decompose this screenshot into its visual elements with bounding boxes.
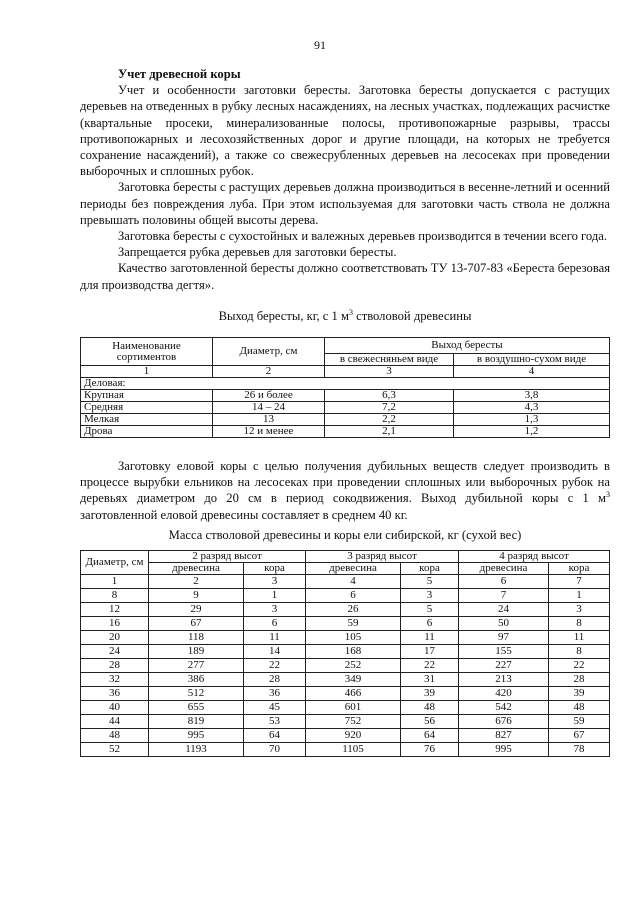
table-row: Средняя 14 – 24 7,2 4,3 — [81, 402, 610, 414]
table-row: Крупная 26 и более 6,3 3,8 — [81, 390, 610, 402]
table-row: 16 67 6 59 6 50 8 — [81, 617, 610, 631]
paragraph: Качество заготовленной бересты должно соответствовать ТУ 13-707-83 «Береста березовая для производства дегтя». — [80, 261, 610, 292]
paragraph: Учет и особенности заготовки бересты. Заготовка бересты допускается с растущих деревьев на отведенных в рубку лесных насаждениях, на лесных участках, подлежащих расчистке (квартальные просеки, минерализованные полосы, противопожарные разрывы, трассы противопожарных и лесохозяйственных дорог и другие площади, на которых не требуется сохранение насаждений), а также со свежесрубленных деревьев на лесосеках при проведении выборочных и сплошных рубок. — [80, 83, 610, 179]
table-row: Мелкая 13 2,2 1,3 — [81, 414, 610, 426]
table-row: 40 655 45 601 48 542 48 — [81, 701, 610, 715]
table1-caption: Выход бересты, кг, с 1 $м^3$ стволовой древесины — [218, 307, 472, 323]
intro-paragraphs — [80, 82, 610, 293]
header-wood: древесина — [306, 563, 401, 575]
header-diameter: Диаметр, см — [81, 551, 149, 575]
table-row: 36 512 36 466 39 420 39 — [81, 687, 610, 701]
table-row: 48 995 64 920 64 827 67 — [81, 729, 610, 743]
spruce-bark-paragraph: Заготовку еловой коры с целью получения дубильных веществ следует производить в процессе вырубки ельников на лесосеках при проведении сплошных или выборочных рубок на деревьях диаметром до 20 см в период сокодвижения. Выход дубильной коры с 1 $м^3$ заготовленной еловой древесины составляет в среднем 40 кг. — [80, 459, 610, 522]
header-diameter: Диаметр, см — [213, 338, 325, 366]
section-heading: Учет древесной коры — [118, 67, 241, 81]
table-row: 12 29 3 26 5 24 3 — [81, 603, 610, 617]
table-row: 28 277 22 252 22 227 22 — [81, 659, 610, 673]
col-number: 2 — [213, 366, 325, 378]
col-number: 4 — [454, 366, 610, 378]
header-bark: кора — [549, 563, 610, 575]
table-row: 52 1193 70 1105 76 995 78 — [81, 743, 610, 757]
birch-bark-yield-table — [80, 337, 610, 438]
table2-caption: Масса стволовой древесины и коры ели сибирской, кг (сухой вес) — [168, 527, 522, 542]
header-wood: древесина — [459, 563, 549, 575]
spruce-mass-table — [80, 550, 610, 757]
table-row: 44 819 53 752 56 676 59 — [81, 715, 610, 729]
header-wood: древесина — [149, 563, 244, 575]
header-dry: в воздушно-сухом виде — [454, 354, 610, 366]
header-bark: кора — [401, 563, 459, 575]
page-number: 91 — [314, 38, 326, 52]
col-number-row: 1 2 3 4 5 6 7 — [81, 575, 610, 589]
paragraph: Запрещается рубка деревьев для заготовки бересты. — [118, 245, 397, 260]
table-row: 32 386 28 349 31 213 28 — [81, 673, 610, 687]
header-height-class-4: 4 разряд высот — [459, 551, 610, 563]
header-fresh: в свежесняньем виде — [325, 354, 454, 366]
paragraph: Заготовка бересты с растущих деревьев должна производиться в весенне-летний и осенний периоды без повреждения луба. При этом используемая для заготовки часть ствола не должна превышать половины общей высоты дерева. — [80, 180, 610, 227]
header-name: Наименование сортиментов — [81, 338, 213, 366]
page-content — [80, 66, 610, 757]
header-height-class-2: 2 разряд высот — [149, 551, 306, 563]
header-yield: Выход бересты — [325, 338, 610, 354]
header-bark: кора — [244, 563, 306, 575]
table-row: 8 9 1 6 3 7 1 — [81, 589, 610, 603]
table-row: Дрова 12 и менее 2,1 1,2 — [81, 426, 610, 438]
table-row: 20 118 11 105 11 97 11 — [81, 631, 610, 645]
col-number: 3 — [325, 366, 454, 378]
paragraph: Заготовка бересты с сухостойных и валежных деревьев производится в течении всего года. — [118, 229, 607, 244]
col-number: 1 — [81, 366, 213, 378]
group-label: Деловая: — [81, 378, 610, 390]
header-height-class-3: 3 разряд высот — [306, 551, 459, 563]
table-row: 24 189 14 168 17 155 8 — [81, 645, 610, 659]
